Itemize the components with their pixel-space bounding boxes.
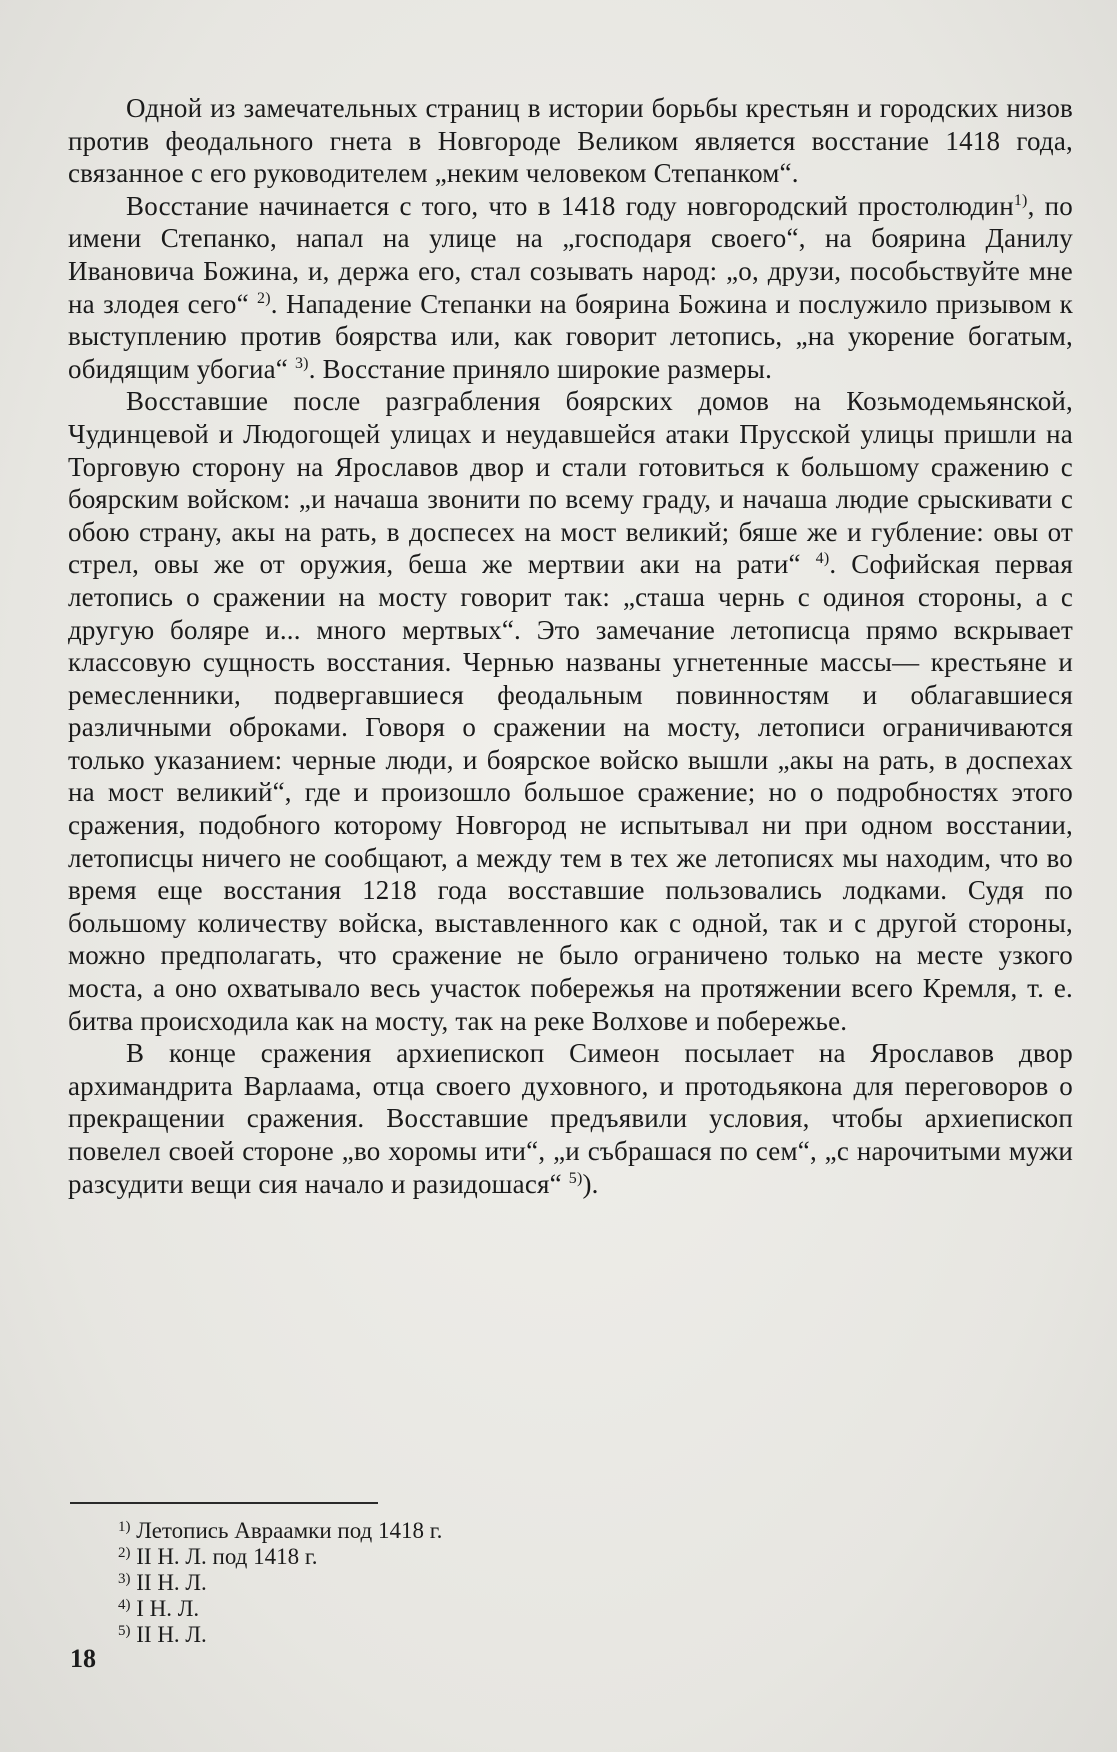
footnote-item: [118, 1596, 442, 1622]
footnote-text: Летопись Авраамки под 1418 г.: [136, 1518, 443, 1543]
paragraph: [68, 385, 1073, 1037]
footnote-item: [118, 1570, 442, 1596]
footnote-text: II Н. Л.: [136, 1622, 207, 1647]
paragraph: [68, 1037, 1073, 1200]
footnote-separator: [70, 1502, 378, 1504]
footnote-reference: 2): [257, 289, 271, 307]
paragraph: [68, 190, 1073, 386]
paragraph-text: Восставшие после разграбления боярских домов на Козьмодемьянской, Чудинцевой и Людогощей улицах и неудавшейся атаки Прусской улицы пришли на Торговую сторону на Ярославов двор и стали готовиться к большому сражению с боярским войском: „и начаша звонити по всему граду, и начаша людие срыскивати с обою страну, акы на рать, в доспесех на мост великий; бяше же и губление: овы от стрел, овы же от оружия, беша же мертвии аки на рати“: [68, 386, 1073, 580]
paragraph-text: ).: [582, 1168, 599, 1199]
footnote-number: 5): [118, 1623, 131, 1639]
footnote-text: I Н. Л.: [136, 1596, 200, 1621]
footnote-number: 4): [118, 1597, 131, 1613]
footnote-reference: 3): [294, 354, 309, 372]
paragraph-text: , по имени Степанко, напал на улице на „господаря своего“, на боярина Данилу Ивановича Божина, и, держа его, стал созывать народ: „о, друзи, пособьствуйте мне на злодея сего“: [68, 190, 1074, 319]
footnote-number: 1): [118, 1519, 131, 1535]
footnotes-list: [118, 1518, 442, 1648]
body-text: [68, 92, 1073, 1200]
footnote-reference: 5): [568, 1169, 583, 1187]
paragraph-text: В конце сражения архиепископ Симеон посылает на Ярославов двор архимандрита Варлаама, отца своего духовного, и протодьякона для переговоров о прекращении сражения. Восставшие предъявили условия, чтобы архиепископ повелел своей стороне „во хоромы ити“, „и събрашася по сем“, „с нарочитыми мужи разсудити вещи сия начало и разидошася“: [68, 1038, 1073, 1199]
footnote-number: 3): [118, 1571, 131, 1587]
paragraph-text: . Софийская первая летопись о сражении на мосту говорит так: „сташа чернь с одиноя стороны, а с другую боляре и... много мертвых“. Это замечание летописца прямо вскрывает классовую сущность восстания. Чернью названы угнетенные массы— крестьяне и ремесленники, подвергавшиеся феодальным повинностям и облагавшиеся различными оброками. Говоря о сражении на мосту, летописи ограничиваются только указанием: черные люди, и боярское войско вышли „акы на рать, в доспехах на мост великий“, где и произошло большое сражение; но о подробностях этого сражения, подобного которому Новгород не испытывал ни при одном восстании, летописцы ничего не сообщают, а между тем в тех же летописях мы находим, что во время еще восстания 1218 года восставшие пользовались лодками. Судя по большому количеству войска, выставленного как с одной, так и с другой стороны, можно предполагать, что сражение не было ограничено только на месте узкого моста, а оно охватывало весь участок побережья на протяжении всего Кремля, т. е. битва происходила как на мосту, так на реке Волхове и побережье.: [68, 549, 1073, 1036]
footnote-reference: 4): [815, 550, 830, 568]
footnote-item: [118, 1622, 442, 1648]
paragraph: [68, 92, 1073, 190]
page-number: 18: [70, 1644, 96, 1673]
footnote-text: II Н. Л.: [136, 1570, 207, 1595]
paragraph-text: Восстание начинается с того, что в 1418 году новгородский простолюдин: [126, 190, 1014, 221]
footnote-reference: 1): [1013, 191, 1028, 209]
paragraph-text: . Восстание приняло широкие размеры.: [308, 353, 773, 384]
paragraph-text: . Нападение Степанки на боярина Божина и послужило призывом к выступлению против боярства или, как говорит летопись, „на укорение богатым, обидящим убогиа“: [68, 288, 1073, 384]
footnote-item: [118, 1518, 442, 1544]
footnote-item: [118, 1544, 442, 1570]
footnote-text: II Н. Л. под 1418 г.: [136, 1544, 318, 1569]
paragraph-text: Одной из замечательных страниц в истории борьбы крестьян и городских низов против феодального гнета в Новгороде Великом является восстание 1418 года, связанное с его руководителем „неким человеком Степанком“.: [68, 93, 1073, 189]
footnote-number: 2): [118, 1545, 131, 1561]
